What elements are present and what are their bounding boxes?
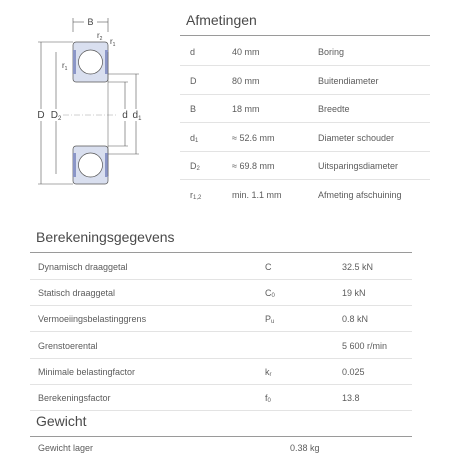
bearing-section-bottom — [73, 146, 108, 184]
dim-value: ≈ 52.6 mm — [232, 132, 275, 143]
dim-symbol — [190, 161, 200, 172]
calc-symbol — [265, 262, 272, 272]
dimensions-title: Afmetingen — [186, 12, 257, 28]
calc-symbol-subscript: r — [269, 371, 272, 378]
calc-symbol-subscript: 0 — [267, 398, 271, 404]
dim-value: 40 mm — [232, 47, 260, 57]
calc-symbol — [265, 314, 274, 325]
calc-value: 19 kN — [342, 288, 366, 299]
dim-description: Uitsparingsdiameter — [318, 161, 399, 171]
calc-label: Vermoeiingsbelastinggrens — [38, 314, 147, 325]
dim-value: 18 mm — [232, 104, 260, 114]
dim-value: min. 1.1 mm — [232, 189, 282, 200]
dim-description: Buitendiameter — [318, 75, 379, 86]
calc-label: Grenstoerental — [38, 340, 98, 351]
dim-symbol — [190, 104, 196, 114]
label-b: B — [87, 17, 94, 27]
calc-symbol-subscript: u — [271, 319, 275, 326]
dim-symbol — [190, 47, 195, 57]
dim-symbol — [190, 76, 197, 86]
seal-top-right — [105, 50, 108, 74]
calc-symbol-symbol: k — [265, 366, 270, 377]
weight-label: Gewicht lager — [38, 443, 94, 453]
dim-value: 80 mm — [232, 75, 260, 86]
calc-row-divider — [30, 279, 412, 280]
label-d-outer: D — [37, 110, 45, 121]
dim-symbol-subscript: 1,2 — [193, 194, 202, 201]
weight-title-rule — [30, 436, 412, 437]
dim-description: Afmeting afschuining — [318, 189, 402, 200]
calc-row-divider — [30, 331, 412, 332]
calc-value: 5 600 r/min — [342, 340, 388, 351]
dim-symbol-subscript: 1 — [195, 137, 199, 144]
label-r1-left: $r_1$ — [62, 61, 68, 72]
calc-value: 0.025 — [342, 366, 365, 377]
calc-symbol-symbol: P — [265, 314, 272, 325]
calc-value: 32.5 kN — [342, 262, 374, 272]
label-r1-top: $r_1$ — [110, 37, 116, 48]
ball-top — [79, 50, 103, 74]
dim-row-divider — [180, 65, 430, 66]
calc-value: 0.8 kN — [342, 314, 369, 325]
dim-row-divider — [180, 122, 430, 123]
dim-row-divider — [180, 94, 430, 95]
dim-symbol — [190, 190, 201, 201]
dim-row-divider — [180, 151, 430, 152]
calc-row-divider — [30, 384, 412, 385]
dim-value: ≈ 69.8 mm — [232, 161, 275, 171]
calc-label: Minimale belastingfactor — [38, 366, 136, 377]
dim-row-divider — [180, 179, 430, 180]
label-d1: $d_1$ — [132, 110, 142, 122]
seal-bottom-left — [73, 153, 76, 177]
seal-top-left — [73, 50, 76, 74]
bearing-section-top — [73, 42, 108, 82]
calc-label: Berekeningsfactor — [38, 393, 111, 403]
weight-value: 0.38 kg — [290, 443, 320, 453]
label-d-bore: d — [122, 110, 128, 121]
calc-symbol — [265, 393, 271, 404]
dimensions-title-rule — [180, 35, 430, 36]
dim-symbol-symbol: d — [190, 132, 196, 143]
calc-label: Dynamisch draaggetal — [38, 262, 128, 272]
dim-symbol-subscript: 2 — [196, 166, 200, 172]
dim-description: Boring — [318, 47, 345, 57]
calculation-title-rule — [30, 252, 412, 253]
calc-row-divider — [30, 305, 412, 306]
bearing-diagram — [28, 12, 153, 197]
dim-symbol-symbol: D — [190, 161, 197, 171]
dim-symbol-symbol: r — [190, 189, 193, 200]
calc-label: Statisch draaggetal — [38, 288, 116, 299]
dim-symbol-symbol: d — [190, 47, 196, 57]
calc-row-divider — [30, 358, 412, 359]
weight-title: Gewicht — [36, 413, 87, 429]
calc-symbol — [265, 367, 272, 378]
calc-symbol-subscript: 0 — [271, 293, 275, 300]
calculation-title: Berekeningsgegevens — [36, 229, 175, 245]
calc-value: 13.8 — [342, 393, 360, 403]
seal-bottom-right — [105, 153, 108, 177]
dim-symbol-symbol: D — [190, 75, 197, 86]
calc-row-divider — [30, 410, 412, 411]
label-r2-top: $r_2$ — [97, 31, 103, 42]
dim-symbol — [190, 133, 198, 144]
dim-description: Diameter schouder — [318, 132, 395, 143]
label-d2: $D_2$ — [50, 110, 62, 122]
calc-symbol — [265, 288, 275, 299]
ball-bottom — [79, 153, 103, 177]
dim-symbol-symbol: B — [190, 104, 197, 114]
dim-description: Breedte — [318, 104, 350, 114]
calc-symbol-symbol: f — [265, 393, 268, 403]
calc-symbol-symbol: C — [265, 262, 272, 272]
calc-symbol-symbol: C — [265, 288, 272, 299]
